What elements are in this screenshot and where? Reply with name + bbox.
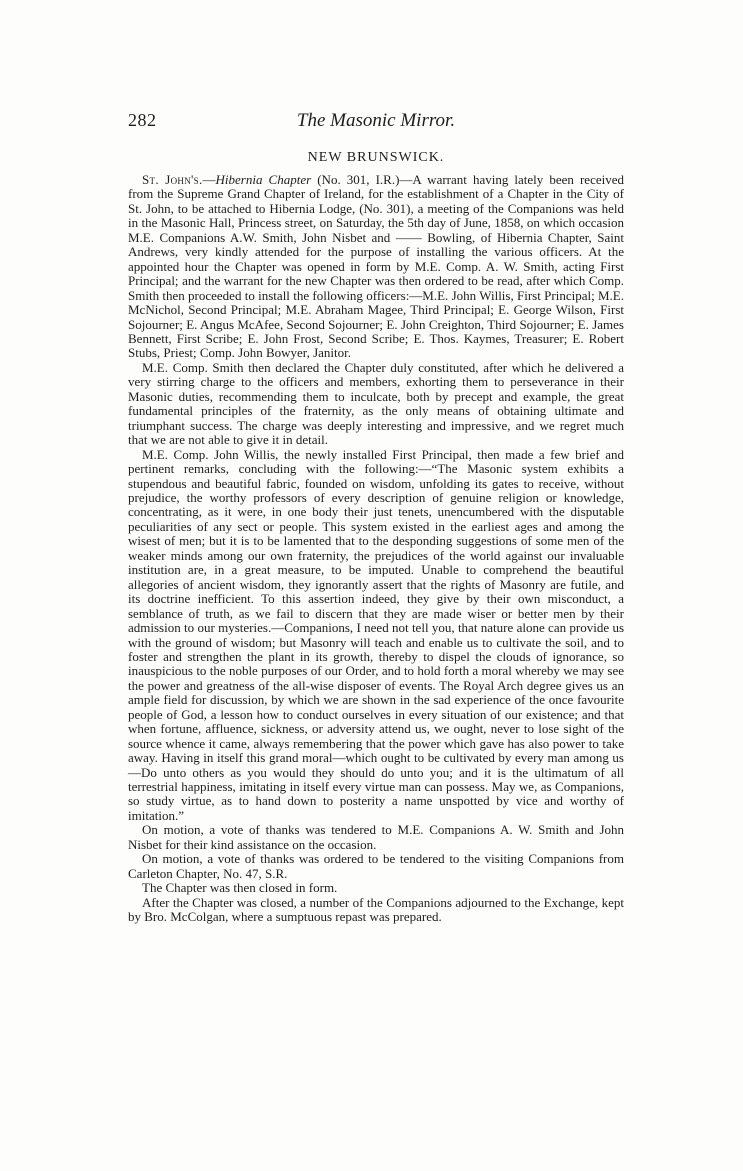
lead-dash: — bbox=[202, 172, 216, 187]
paragraph-3: M.E. Comp. John Willis, the newly installed First Principal, then made a few brief and pertinent remarks, concluding with the following:—“The Masonic system exhibits a stupendous and beautiful fabric, founded on wisdom, unfolding its gates to receive, without prejudice, the worthy professors of every description of genuine religion or knowledge, concentrating, as it were, in one body their just tenets, unencumbered with the disputable peculiarities of any sect or people. This system existed in the earliest ages and among the wisest of men; but it is to be lamented that to the desponding suggestions of some men of the weaker minds among our own fraternity, the prejudices of the world against our invaluable institution are, in a great measure, to be imputed. Unable to comprehend the beautiful allegories of ancient wisdom, they ignorantly assert that the rights of Masonry are futile, and its doctrine inefficient. To this assertion indeed, they give by their own misconduct, a semblance of truth, as we fail to discern that they are made wiser or better men by their admission to our mysteries.—Companions, I need not tell you, that nature alone can provide us with the ground of wisdom; but Masonry will teach and enable us to cultivate the soil, and to foster and strengthen the plant in its growth, thereby to dispel the clouds of ignorance, so inauspicious to the noble purposes of our Order, and to hold forth a moral whereby we may see the power and greatness of the all-wise disposer of events. The Royal Arch degree gives us an ample field for discussion, by which we are shown in the sad experience of the once favourite people of God, a lesson how to conduct ourselves in every situation of our existence; and that when fortune, affluence, sickness, or adversity attend us, we ought, never to lose sight of the source whence it came, always remembering that the power which gave has also power to take away. Having in itself this grand moral—which ought to be cultivated by every man among us—Do unto others as you would they should do unto you; and it is the ultimatum of all terrestrial happiness, imitating in itself every virtue man can possess. May we, as Companions, so study virtue, as to hand down to posterity a name unspotted by vice and worthy of imitation.” bbox=[128, 446, 624, 823]
paragraph-1-text: (No. 301, I.R.)—A warrant having lately been received from the Supreme Grand Chapter of Ireland, for the establishment of a Chapter in the City of St. John, to be attached to Hibernia Lodge, (No. 301), a meeting of the Companions was held in the Masonic Hall, Princess street, on Saturday, the 5th day of June, 1858, on which occasion M.E. Companions A.W. Smith, John Nisbet and —— Bowling, of Hibernia Chapter, Saint Andrews, very kindly attended for the purpose of installing the various officers. At the appointed hour the Chapter was opened in form by M.E. Comp. A. W. Smith, acting First Principal; and the warrant for the new Chapter was then ordered to be read, after which Comp. Smith then proceeded to install the following officers:—M.E. John Willis, First Principal; M.E. McNichol, Second Principal; M.E. Abraham Magee, Third Principal; E. George Wilson, First Sojourner; E. Angus McAfee, Second Sojourner; E. John Creighton, Third Sojourner; E. James Bennett, First Scribe; E. John Frost, Second Scribe; E. Thos. Kaymes, Treasurer; E. Robert Stubs, Priest; Comp. John Bowyer, Janitor. bbox=[128, 172, 625, 361]
page-number: 282 bbox=[128, 110, 157, 130]
paragraph-6: The Chapter was then closed in form. bbox=[142, 880, 338, 896]
lead-chapter: Hibernia Chapter bbox=[215, 172, 312, 187]
paragraph-1 bbox=[128, 173, 624, 361]
lead-place: St. John's. bbox=[142, 172, 203, 187]
section-title: NEW BRUNSWICK. bbox=[307, 150, 445, 165]
article-body bbox=[128, 173, 624, 925]
paragraph-4: On motion, a vote of thanks was tendered to M.E. Companions A. W. Smith and John Nisbet for their kind assistance on the occasion. bbox=[128, 822, 624, 852]
paragraph-7: After the Chapter was closed, a number of the Companions adjourned to the Exchange, kept by Bro. McColgan, where a sumptuous repast was prepared. bbox=[128, 894, 624, 925]
page-header bbox=[128, 110, 624, 134]
running-title: The Masonic Mirror. bbox=[296, 110, 456, 131]
paragraph-5: On motion, a vote of thanks was ordered to be tendered to the visiting Companions from Carleton Chapter, No. 47, S.R. bbox=[128, 851, 624, 881]
paragraph-2: M.E. Comp. Smith then declared the Chapter duly constituted, after which he delivered a very stirring charge to the officers and members, exhorting them to perseverance in their Masonic duties, recommending them to inculcate, both by precept and example, the great fundamental principles of the fraternity, as the only means of obtaining ultimate and triumphant success. The charge was deeply interesting and impressive, and we regret much that we are not able to give it in detail. bbox=[128, 359, 624, 448]
